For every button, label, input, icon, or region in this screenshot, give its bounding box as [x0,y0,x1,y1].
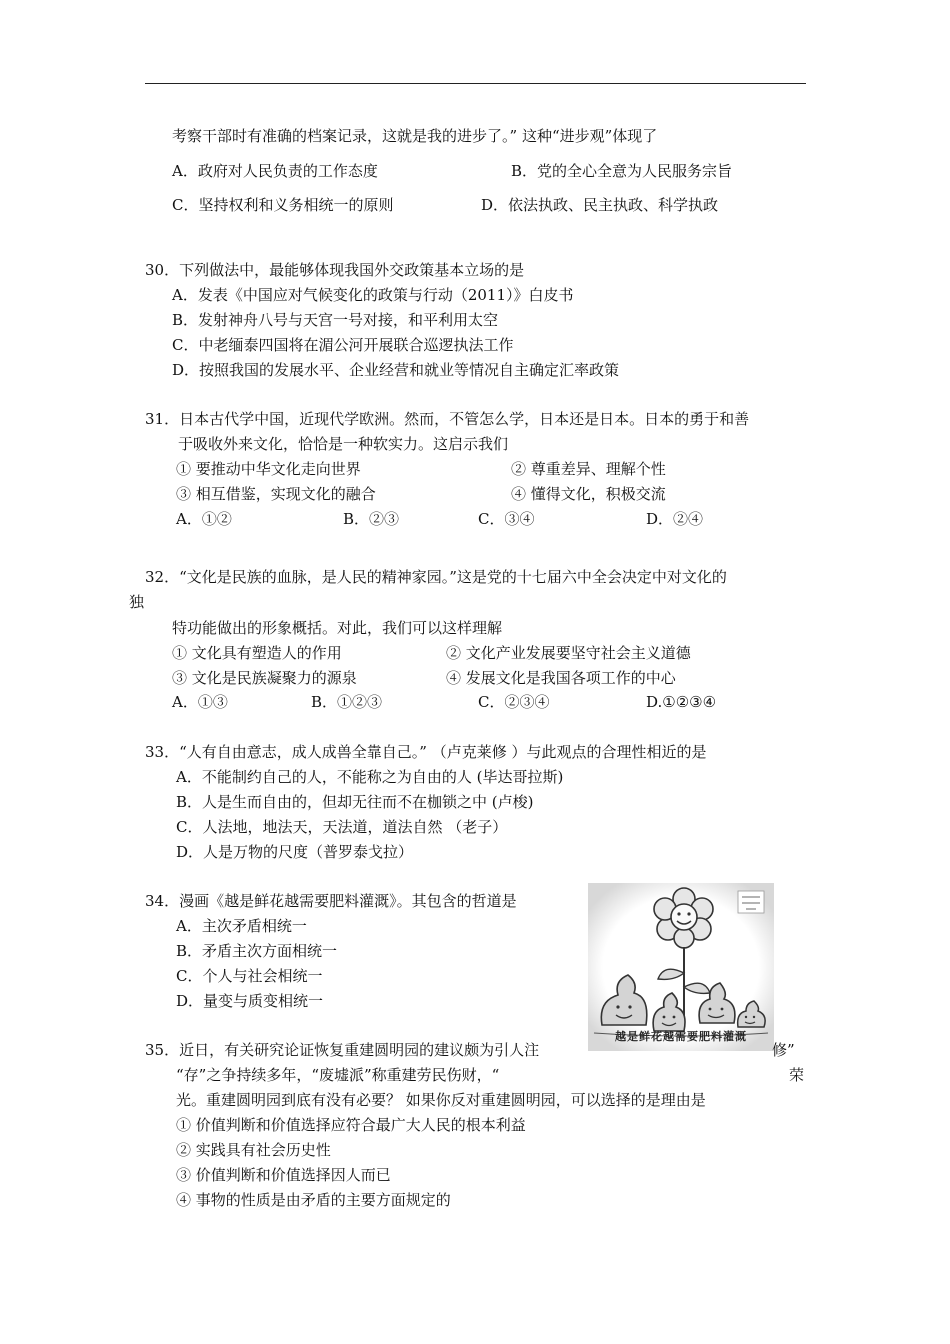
q35-stem-line2-end: 荣 [789,1066,805,1084]
q33-option-d: D．人是万物的尺度（普罗泰戈拉） [176,843,414,861]
q35-item-3: ③ 价值判断和价值选择因人而已 [176,1166,391,1184]
q30-stem: 30．下列做法中，最能够体现我国外交政策基本立场的是 [145,261,525,279]
q32-item-1: ① 文化具有塑造人的作用 [172,644,342,662]
q33-option-a: A．不能制约自己的人，不能称之为自由的人 (毕达哥拉斯) [176,768,564,786]
q32-option-b: B．①②③ [311,693,383,711]
q30-option-d: D．按照我国的发展水平、企业经营和就业等情况自主确定汇率政策 [172,361,620,379]
q34-stem: 34．漫画《越是鲜花越需要肥料灌溉》。其包含的哲道是 [145,892,517,910]
q29-option-c: C．坚持权利和义务相统一的原则 [172,196,394,214]
q31-item-4: ④ 懂得文化，积极交流 [511,485,666,503]
q32-item-4: ④ 发展文化是我国各项工作的中心 [446,669,676,687]
q30-option-b: B．发射神舟八号与天宫一号对接，和平利用太空 [172,311,499,329]
q29-option-a: A．政府对人民负责的工作态度 [172,162,378,180]
flower-and-fertilizer-drawing [588,883,774,1051]
q31-option-b: B．②③ [343,510,400,528]
q31-item-1: ① 要推动中华文化走向世界 [176,460,361,478]
q32-option-a: A．①③ [172,693,228,711]
header-rule [145,83,806,84]
q30-option-c: C．中老缅泰四国将在湄公河开展联合巡逻执法工作 [172,336,514,354]
q31-item-2: ② 尊重差异、理解个性 [511,460,666,478]
q31-stem-line2: 于吸收外来文化，恰恰是一种软实力。这启示我们 [178,435,509,453]
q35-stem-line1: 35．近日，有关研究论证恢复重建圆明园的建议颇为引人注 [145,1041,540,1059]
q34-option-a: A．主次矛盾相统一 [176,917,307,935]
q32-stem-line2: 特功能做出的形象概括。对此，我们可以这样理解 [172,619,503,637]
q35-item-1: ① 价值判断和价值选择应符合最广大人民的根本利益 [176,1116,526,1134]
question-29-continuation: 考察干部时有准确的档案记录，这就是我的进步了。” 这种“进步观”体现了 [172,127,658,145]
q35-item-4: ④ 事物的性质是由矛盾的主要方面规定的 [176,1191,451,1209]
q34-option-c: C．个人与社会相统一 [176,967,323,985]
q35-item-2: ② 实践具有社会历史性 [176,1141,331,1159]
q32-option-c: C．②③④ [478,693,550,711]
q35-stem-line1-end: 修” [772,1041,795,1059]
q34-option-d: D．量变与质变相统一 [176,992,324,1010]
comic-illustration [588,883,774,1051]
q30-option-a: A．发表《中国应对气候变化的政策与行动（2011）》白皮书 [172,286,574,304]
q35-stem-line3: 光。重建圆明园到底有没有必要？ 如果你反对重建圆明园，可以选择的是理由是 [176,1091,706,1109]
q29-option-d: D．依法执政、民主执政、科学执政 [481,196,719,214]
q33-stem: 33．“人有自由意志，成人成兽全靠自己。” （卢克莱修 ）与此观点的合理性相近的是 [145,743,707,761]
q32-stem-line1: 32．“文化是民族的血脉，是人民的精神家园。”这是党的十七届六中全会决定中对文化的 [145,568,727,586]
q31-item-3: ③ 相互借鉴，实现文化的融合 [176,485,376,503]
comic-caption: 越是鲜花越需要肥料灌溉 [615,1030,747,1043]
q32-item-3: ③ 文化是民族凝聚力的源泉 [172,669,357,687]
q31-option-a: A．①② [176,510,232,528]
q33-option-c: C．人法地，地法天，天法道，道法自然 （老子） [176,818,508,836]
q31-option-c: C．③④ [478,510,535,528]
q34-option-b: B．矛盾主次方面相统一 [176,942,338,960]
q32-option-d: D.①②③④ [646,693,717,711]
q31-option-d: D．②④ [646,510,704,528]
q32-item-2: ② 文化产业发展要坚守社会主义道德 [446,644,691,662]
q31-stem-line1: 31．日本古代学中国，近现代学欧洲。然而，不管怎么学，日本还是日本。日本的勇于和善 [145,410,750,428]
q35-stem-line2: “存”之争持续多年，“废墟派”称重建劳民伤财，“ [176,1066,500,1084]
q33-option-b: B．人是生而自由的，但却无往而不在枷锁之中 (卢梭) [176,793,534,811]
q29-option-b: B．党的全心全意为人民服务宗旨 [511,162,733,180]
q32-stem-wrap: 独 [129,593,145,611]
